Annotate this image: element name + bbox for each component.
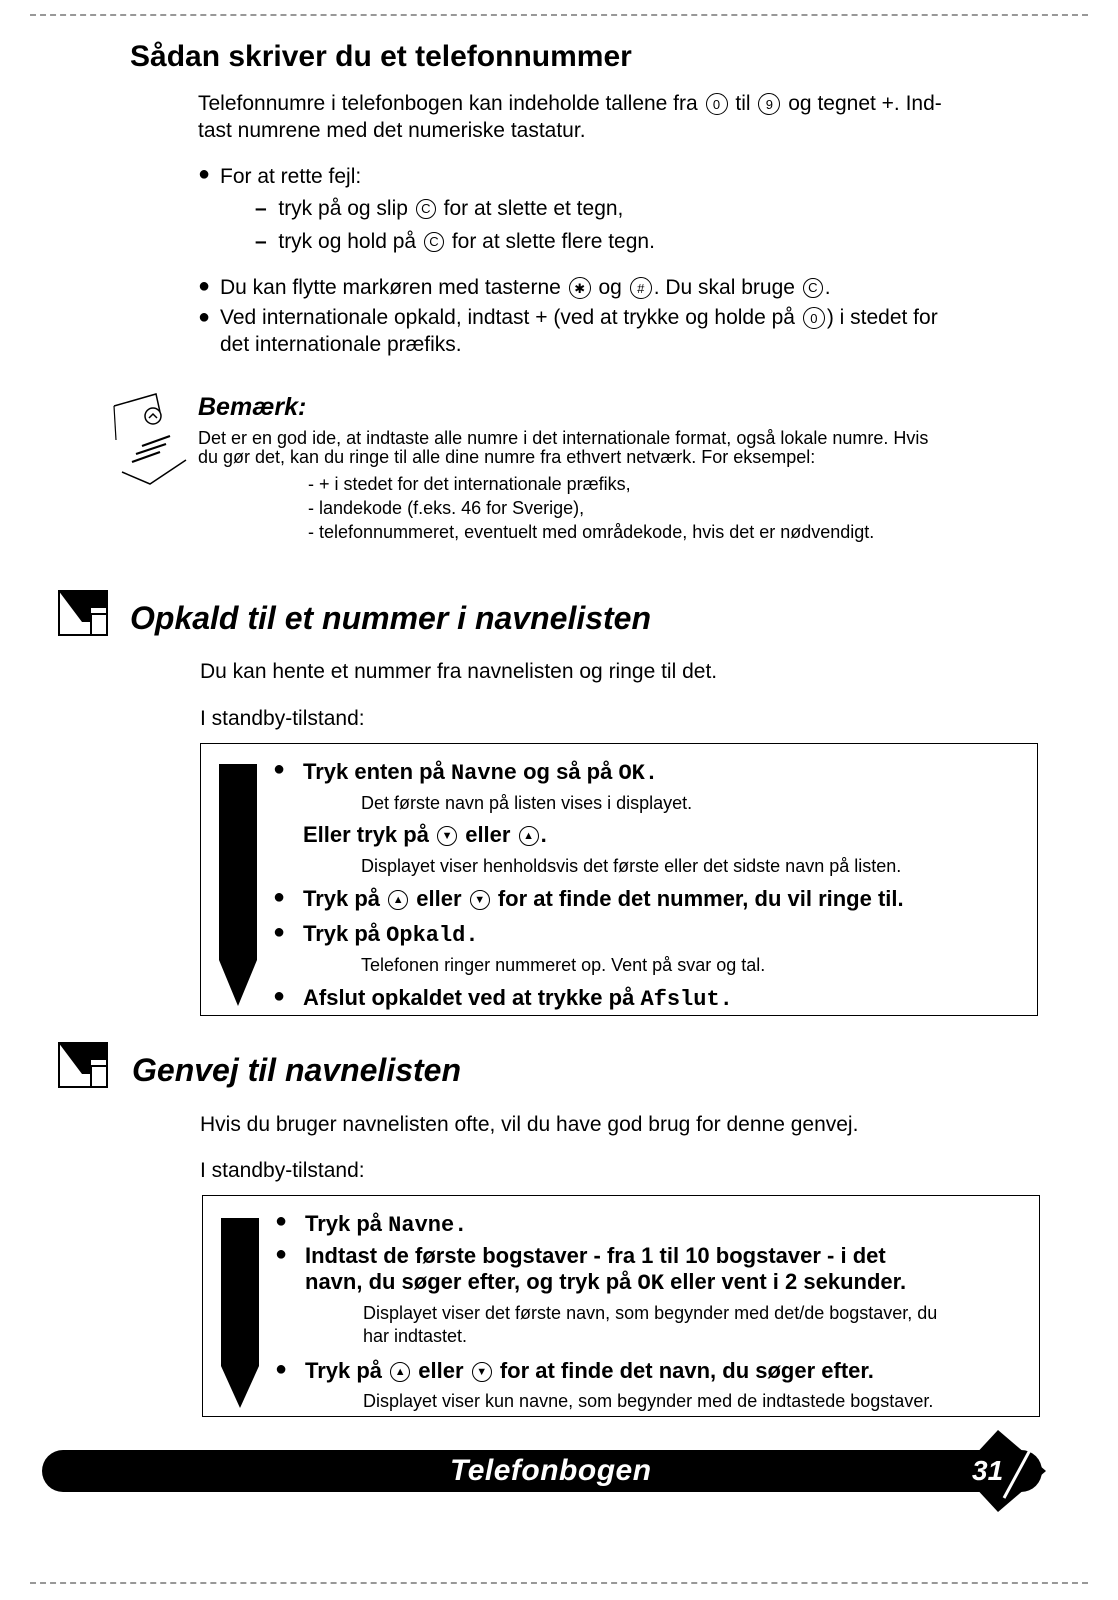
bullet-international: Ved internationale opkald, indtast + (ved at trykke og holde på 0 ) i stedet for det internationale præfiks.	[220, 306, 938, 356]
arrow-up-key-icon: ▲	[390, 1362, 410, 1382]
section-marker-icon	[58, 1042, 108, 1088]
arrow-down-key-icon: ▼	[472, 1362, 492, 1382]
dash-item-delete-one: – tryk på og slip C for at slette et tegn,	[255, 197, 624, 220]
step-note: Displayet viser det første navn, som begynder med det/de bogstaver, du har indtastet.	[363, 1303, 938, 1346]
step-find-name: Tryk på ▲ eller ▼ for at finde det navn, du søger efter.	[305, 1358, 874, 1383]
section3-intro: Hvis du bruger navnelisten ofte, vil du have god brug for denne genvej.	[200, 1113, 859, 1136]
arrow-down-key-icon: ▼	[437, 826, 457, 846]
section2-intro: Du kan hente et nummer fra navnelisten og ringe til det.	[200, 660, 718, 683]
bullet-icon: ●	[275, 1210, 288, 1232]
section1-intro: Telefonnumre i telefonbogen kan indeholde tallene fra 0 til 9 og tegnet +. Ind- tast numrene med det numeriske tastatur.	[198, 92, 942, 142]
section-marker-icon	[58, 590, 108, 636]
note-title: Bemærk:	[198, 393, 307, 421]
key-9-icon: 9	[758, 93, 780, 115]
section-title-phone-number: Sådan skriver du et telefonnummer	[130, 40, 632, 73]
arrow-up-key-icon: ▲	[388, 890, 408, 910]
step-press-names: Tryk på Navne.	[305, 1211, 468, 1238]
step-press-names-ok: Tryk enten på Navne og så på OK.	[303, 759, 659, 786]
dash-item-delete-many: – tryk og hold på C for at slette flere tegn.	[255, 230, 655, 253]
note-list	[308, 472, 874, 544]
arrow-down-icon	[216, 764, 260, 1006]
step-end-call: Afslut opkaldet ved at trykke på Afslut.	[303, 985, 733, 1012]
key-c-icon: C	[416, 199, 436, 219]
step-note: Telefonen ringer nummeret op. Vent på svar og tal.	[361, 955, 766, 975]
note-text: Det er en god ide, at indtaste alle numre i det internationale format, også lokale numre. Hvis du gør det, kan du ringe til alle dine numre fra ethvert netværk. For eksempel:	[198, 428, 929, 467]
bullet-icon: ●	[198, 163, 211, 185]
key-0-icon: 0	[706, 93, 728, 115]
section3-standby: I standby-tilstand:	[200, 1159, 365, 1182]
bullet-icon: ●	[273, 758, 286, 780]
procedure-box-shortcut	[202, 1195, 1040, 1417]
section-title-shortcut: Genvej til navnelisten	[132, 1052, 461, 1088]
bullet-fix-errors: For at rette fejl:	[220, 165, 362, 188]
key-star-icon: ✱	[569, 277, 591, 299]
section2-standby: I standby-tilstand:	[200, 707, 365, 730]
note-pad-icon	[108, 388, 190, 488]
arrow-down-key-icon: ▼	[470, 890, 490, 910]
bullet-icon: ●	[273, 985, 286, 1007]
step-note: Det første navn på listen vises i displayet.	[361, 793, 693, 813]
arrow-up-key-icon: ▲	[519, 826, 539, 846]
step-press-call: Tryk på Opkald.	[303, 921, 479, 948]
arrow-down-icon	[218, 1218, 262, 1408]
key-0-icon: 0	[803, 307, 825, 329]
bullet-icon: ●	[275, 1243, 288, 1265]
note-list-item: - landekode (f.eks. 46 for Sverige),	[308, 498, 585, 518]
step-enter-letters: Indtast de første bogstaver - fra 1 til 10 bogstaver - i det navn, du søger efter, og tryk på OK eller vent i 2 sekunder.	[305, 1243, 907, 1296]
note-list-item: - telefonnummeret, eventuelt med områdekode, hvis det er nødvendigt.	[308, 522, 875, 542]
key-hash-icon: #	[630, 277, 652, 299]
bullet-icon: ●	[273, 921, 286, 943]
step-note: Displayet viser kun navne, som begynder med de indtastede bogstaver.	[363, 1391, 934, 1411]
bullet-icon: ●	[198, 275, 211, 297]
bullet-icon: ●	[275, 1358, 288, 1380]
bullet-icon: ●	[273, 886, 286, 908]
step-press-arrows: Eller tryk på ▼ eller ▲ .	[303, 822, 547, 847]
footer-page-number: 31	[972, 1455, 1004, 1486]
scan-artifact-bottom	[30, 1582, 1088, 1584]
section-title-call-from-list: Opkald til et nummer i navnelisten	[130, 600, 652, 636]
key-c-icon: C	[803, 278, 823, 298]
key-c-icon: C	[424, 232, 444, 252]
footer-chapter-title: Telefonbogen	[450, 1454, 652, 1487]
bullet-cursor: Du kan flytte markøren med tasterne ✱ og # . Du skal bruge C .	[220, 276, 831, 299]
step-find-number: Tryk på ▲ eller ▼ for at finde det nummer, du vil ringe til.	[303, 886, 904, 911]
bullet-icon: ●	[198, 306, 211, 328]
procedure-box-call	[200, 743, 1038, 1016]
scan-artifact-top	[30, 14, 1088, 16]
note-list-item: - + i stedet for det internationale præfiks,	[308, 474, 631, 494]
step-note: Displayet viser henholdsvis det første eller det sidste navn på listen.	[361, 856, 902, 876]
